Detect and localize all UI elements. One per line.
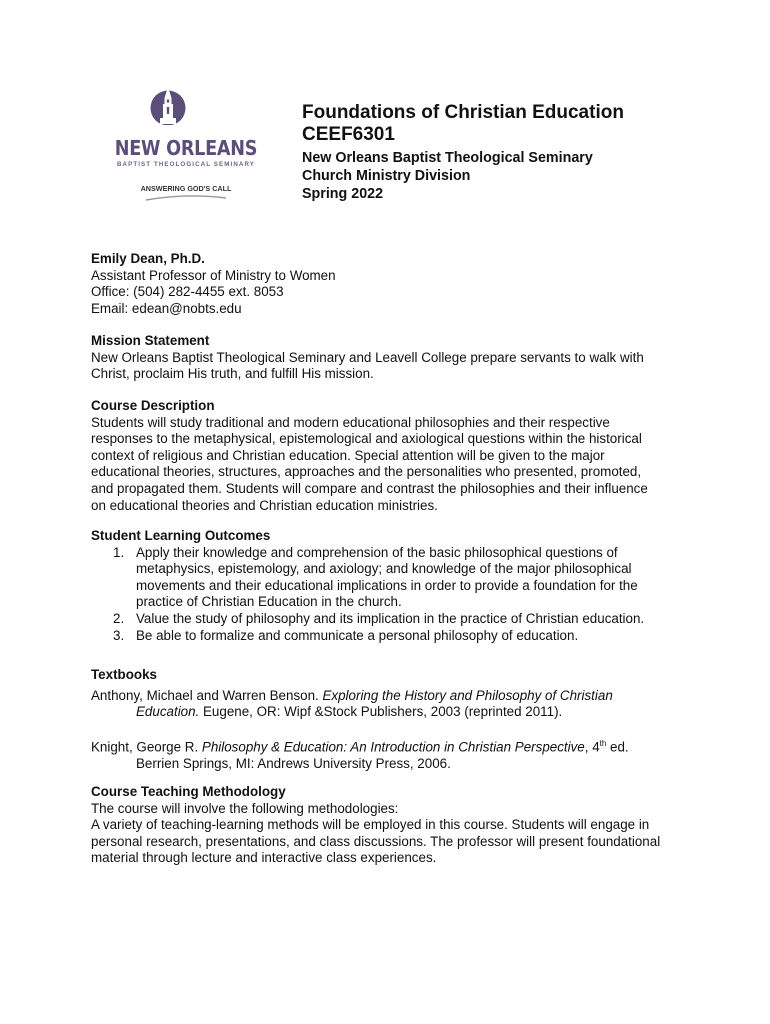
text-line: Apply their knowledge and comprehension of the basic philosophical questions of xyxy=(136,544,618,560)
term: Spring 2022 xyxy=(302,186,384,202)
outcomes-list xyxy=(91,545,691,645)
book-publisher: Eugene, OR: Wipf &Stock Publishers, 2003 (reprinted 2011). xyxy=(199,704,563,720)
text-line: New Orleans Baptist Theological Seminary and Leavell College prepare servants to walk with xyxy=(91,349,644,365)
citation-line xyxy=(91,688,691,705)
section-heading: Course Description xyxy=(91,398,215,413)
citation-line xyxy=(91,736,691,756)
textbook-anthony xyxy=(91,688,691,721)
text-line: personal research, presentations, and class discussions. The professor will present foundational xyxy=(91,833,661,849)
logo-subtitle: BAPTIST THEOLOGICAL SEMINARY xyxy=(116,161,256,168)
book-title: Philosophy & Education: An Introduction in Christian Perspective xyxy=(201,739,585,755)
instructor-name: Emily Dean, Ph.D. xyxy=(91,251,205,266)
book-edition: , 4 xyxy=(584,739,600,755)
section-heading: Mission Statement xyxy=(91,333,210,348)
text-line: Students will study traditional and modern educational philosophies and their respective xyxy=(91,414,610,430)
seminary-logo xyxy=(96,84,276,204)
instructor-block xyxy=(91,251,691,317)
course-code: CEEF6301 xyxy=(302,124,395,145)
list-item xyxy=(91,611,691,628)
book-publisher: Berrien Springs, MI: Andrews University Press, 2006. xyxy=(136,755,451,771)
list-number: 2. xyxy=(113,610,125,626)
chapel-steeple-icon xyxy=(150,84,186,136)
book-author: Anthony, Michael and Warren Benson. xyxy=(91,687,323,703)
instructor-email: Email: edean@nobts.edu xyxy=(91,300,242,316)
section-heading: Course Teaching Methodology xyxy=(91,784,286,799)
section-heading: Student Learning Outcomes xyxy=(91,528,271,543)
methodology-section xyxy=(91,784,691,867)
mission-section xyxy=(91,333,691,383)
citation-line xyxy=(91,704,691,721)
instructor-office: Office: (504) 282-4455 ext. 8053 xyxy=(91,284,284,300)
text-line: and propagated them. Students will compare and contrast the philosophies and their influence xyxy=(91,480,648,496)
book-title: Exploring the History and Philosophy of Christian xyxy=(322,687,613,703)
text-line: on educational theories and Christian education ministries. xyxy=(91,497,438,513)
logo-tagline: ANSWERING GOD'S CALL xyxy=(140,184,232,193)
instructor-position: Assistant Professor of Ministry to Women xyxy=(91,267,336,283)
list-item xyxy=(91,628,691,645)
course-header xyxy=(302,102,722,203)
text-line: metaphysics, epistemology, and axiology; and knowledge of the major philosophical xyxy=(136,561,632,577)
text-line: Christ, proclaim His truth, and fulfill His mission. xyxy=(91,366,374,382)
swoosh-icon xyxy=(144,194,228,202)
book-title: Education. xyxy=(136,704,200,720)
text-line: Value the study of philosophy and its implication in the practice of Christian education. xyxy=(136,610,645,626)
textbook-knight xyxy=(91,736,691,773)
text-line: educational theories, structures, approaches and the personalities who presented, promoted, xyxy=(91,464,642,480)
list-number: 3. xyxy=(113,627,125,643)
outcomes-section xyxy=(91,528,691,644)
description-section xyxy=(91,398,691,514)
text-line: material through lecture and interactive class experiences. xyxy=(91,850,437,866)
text-line: movements and their educational implications in order to provide a foundation for the xyxy=(136,577,638,593)
list-item xyxy=(91,545,691,611)
text-line: responses to the metaphysical, epistemological and axiological questions within the historical xyxy=(91,431,642,447)
text-line: context of religious and Christian education. Special attention will be given to the major xyxy=(91,447,605,463)
list-number: 1. xyxy=(113,544,125,560)
text-line: A variety of teaching-learning methods will be employed in this course. Students will engage in xyxy=(91,817,650,833)
book-author: Knight, George R. xyxy=(91,739,202,755)
text-line: practice of Christian Education in the church. xyxy=(136,594,402,610)
text-line: Be able to formalize and communicate a personal philosophy of education. xyxy=(136,627,579,643)
institution-name: New Orleans Baptist Theological Seminary xyxy=(302,150,593,166)
logo-name: NEW ORLEANS xyxy=(114,136,258,160)
text-line: The course will involve the following methodologies: xyxy=(91,800,399,816)
edition-superscript: th xyxy=(599,738,607,748)
division-name: Church Ministry Division xyxy=(302,168,471,184)
course-title: Foundations of Christian Education xyxy=(302,102,624,123)
section-heading: Textbooks xyxy=(91,667,157,682)
textbooks-section xyxy=(91,667,691,772)
book-edition-suffix: ed. xyxy=(606,739,629,755)
